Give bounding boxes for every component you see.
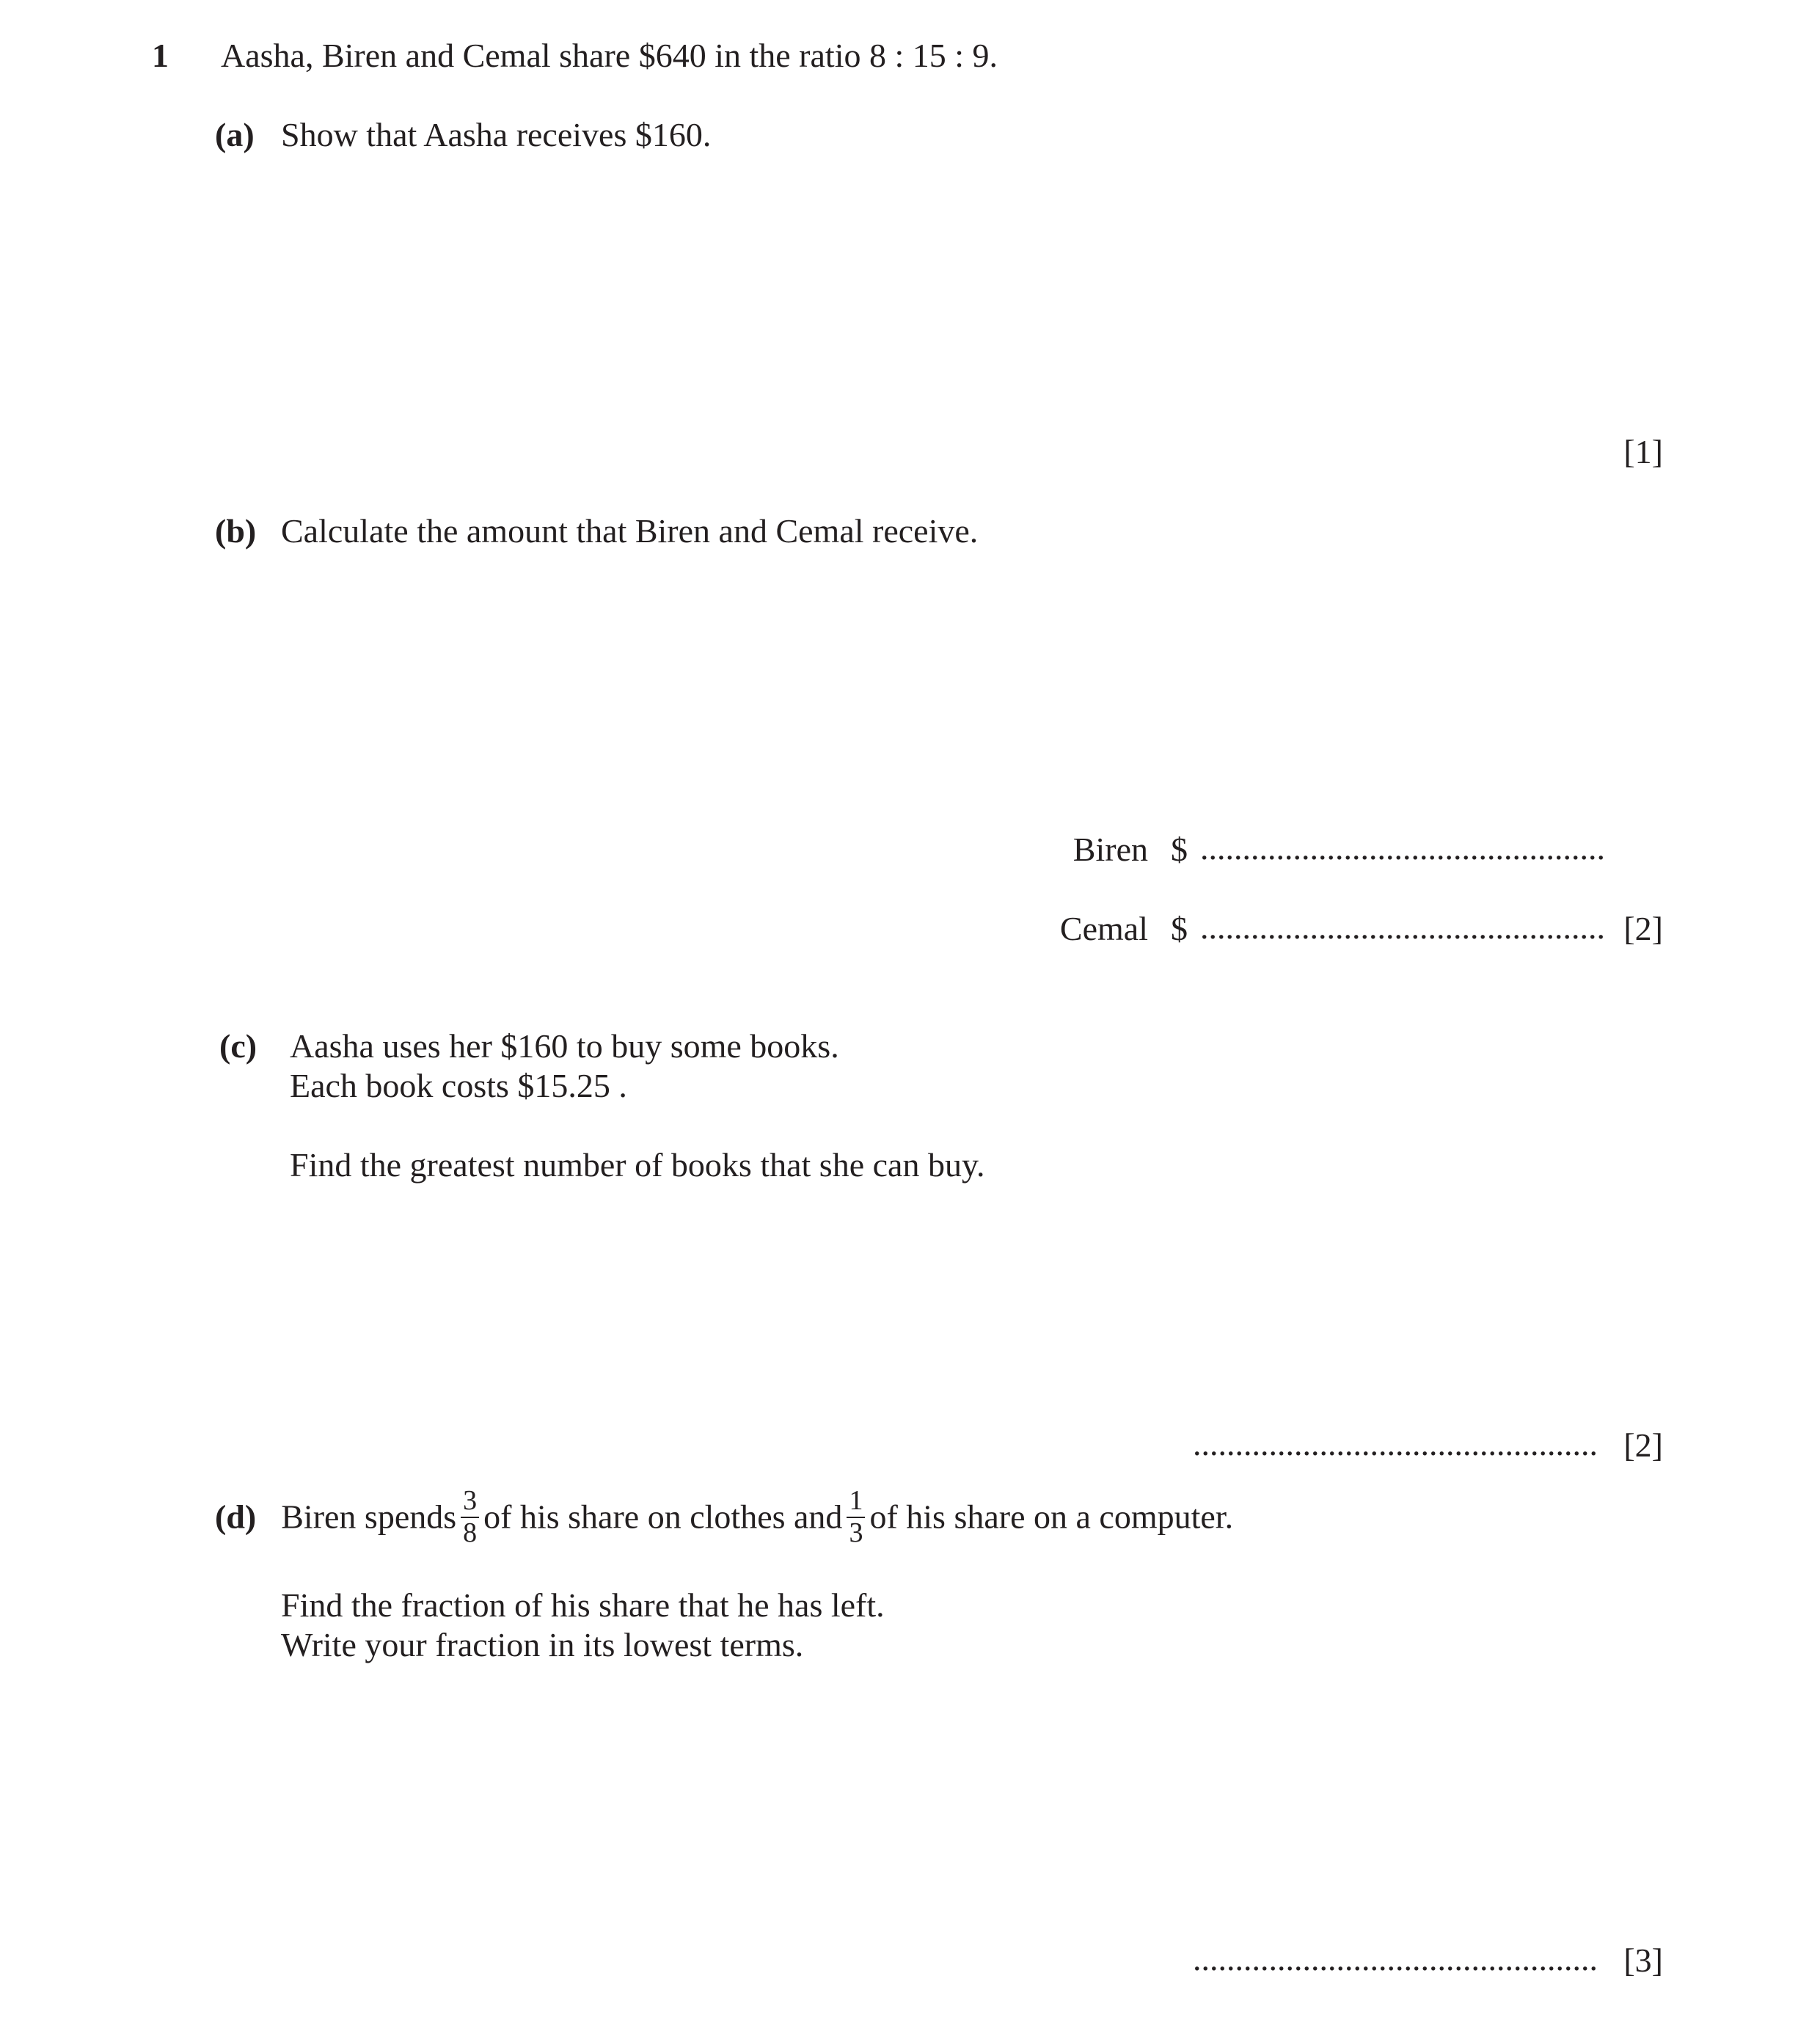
answer-line-biren[interactable]: ................................................ xyxy=(1200,829,1605,867)
part-c-label: (c) xyxy=(219,1027,257,1065)
fraction-2-denominator: 3 xyxy=(849,1517,863,1548)
fraction-1-denominator: 8 xyxy=(463,1517,478,1548)
question-stem: Aasha, Biren and Cemal share $640 in the ratio 8 : 15 : 9. xyxy=(221,37,998,74)
part-d-first-line xyxy=(215,1485,1234,1551)
fraction-one-third xyxy=(847,1487,865,1548)
part-a-text: Show that Aasha receives $160. xyxy=(281,116,712,153)
part-c-line-1: Aasha uses her $160 to buy some books. xyxy=(290,1027,839,1065)
answer-line-part-d[interactable]: ................................................ xyxy=(1193,1940,1598,1977)
part-d-text-3: of his share on a computer. xyxy=(869,1498,1234,1536)
fraction-1-numerator: 3 xyxy=(461,1487,479,1518)
fraction-three-eighths xyxy=(461,1487,479,1548)
part-d-text-2: of his share on clothes and xyxy=(483,1498,843,1536)
part-b-label: (b) xyxy=(215,512,257,550)
answer-currency-biren: $ xyxy=(1171,831,1188,868)
part-d-line-2: Find the fraction of his share that he has left. xyxy=(281,1586,885,1624)
answer-label-biren: Biren xyxy=(1072,831,1148,868)
answer-line-part-c[interactable]: ................................................ xyxy=(1193,1425,1598,1462)
answer-currency-cemal: $ xyxy=(1171,910,1188,947)
part-b-marks: [2] xyxy=(1623,910,1663,947)
part-b-text: Calculate the amount that Biren and Cemal receive. xyxy=(281,512,979,550)
part-a-marks: [1] xyxy=(1623,433,1663,470)
part-d-line-3: Write your fraction in its lowest terms. xyxy=(281,1626,804,1663)
part-c-line-2: Each book costs $15.25 . xyxy=(290,1067,627,1104)
part-d-marks: [3] xyxy=(1623,1941,1663,1979)
part-a-label: (a) xyxy=(215,116,255,153)
answer-label-cemal: Cemal xyxy=(1059,910,1148,947)
part-c-line-3: Find the greatest number of books that she can buy. xyxy=(290,1146,985,1184)
question-number: 1 xyxy=(152,37,169,74)
part-c-marks: [2] xyxy=(1623,1426,1663,1464)
fraction-2-numerator: 1 xyxy=(847,1487,865,1518)
part-d-label: (d) xyxy=(215,1498,257,1536)
part-d-text-1: Biren spends xyxy=(281,1498,457,1536)
answer-line-cemal[interactable]: ................................................ xyxy=(1200,908,1605,946)
